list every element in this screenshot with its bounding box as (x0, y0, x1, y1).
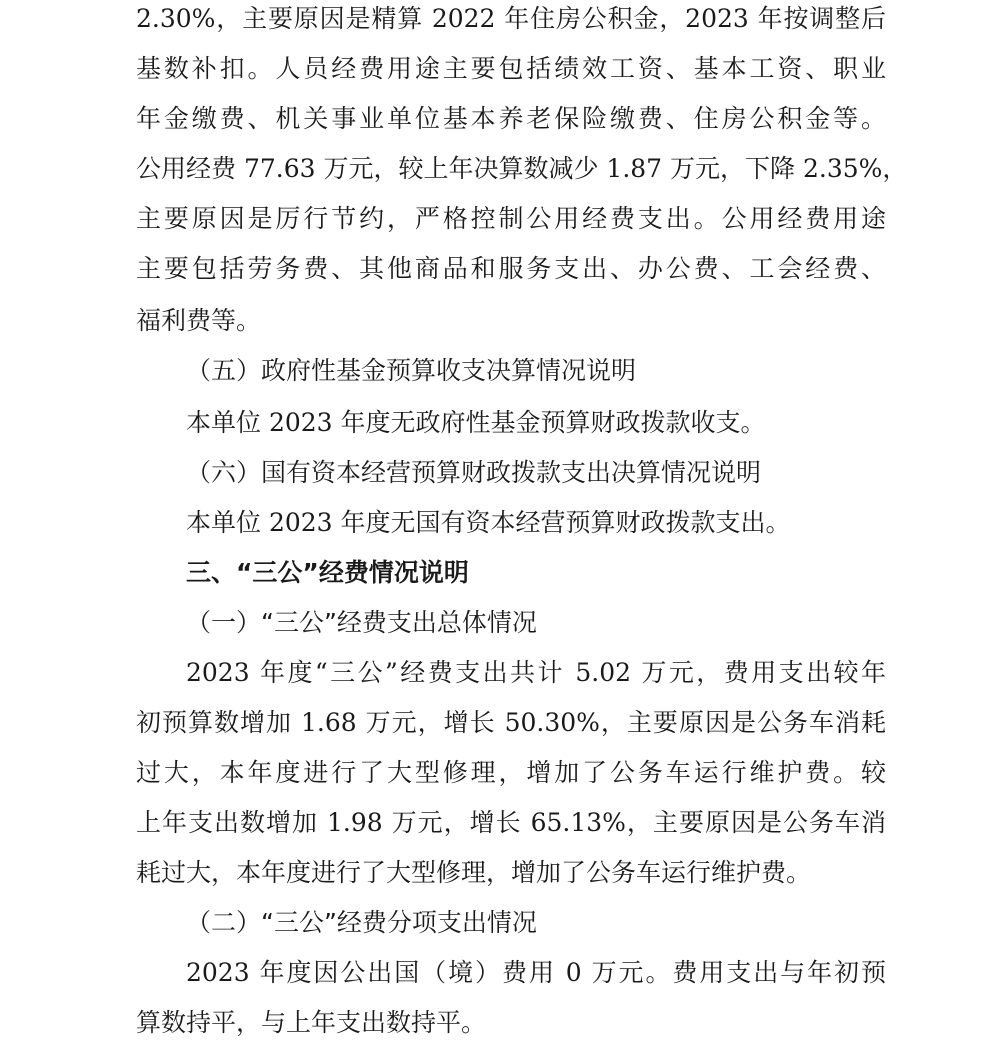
paragraph-line: 上年支出数增加 1.98 万元，增长 65.13%，主要原因是公务车消 (136, 808, 886, 837)
paragraph-line: 福利费等。 (136, 306, 262, 335)
paragraph-line: 耗过大，本年度进行了大型修理，增加了公务车运行维护费。 (136, 858, 812, 887)
paragraph-line: 初预算数增加 1.68 万元，增长 50.30%，主要原因是公务车消耗 (136, 708, 886, 737)
section-6-heading: （六）国有资本经营预算财政拨款支出决算情况说明 (186, 458, 762, 487)
sub-1-heading: （一）“三公”经费支出总体情况 (186, 608, 537, 637)
sub-2-heading: （二）“三公”经费分项支出情况 (186, 908, 537, 937)
paragraph-line: 2023 年度“三公”经费支出共计 5.02 万元，费用支出较年 (186, 658, 886, 687)
paragraph-line: 基数补扣。人员经费用途主要包括绩效工资、基本工资、职业 (136, 54, 886, 83)
paragraph-line: 年金缴费、机关事业单位基本养老保险缴费、住房公积金等。 (136, 104, 886, 133)
paragraph-line: 主要包括劳务费、其他商品和服务支出、办公费、工会经费、 (136, 254, 886, 283)
paragraph-line: 2.30%，主要原因是精算 2022 年住房公积金，2023 年按调整后 (136, 4, 886, 33)
section-5-heading: （五）政府性基金预算收支决算情况说明 (186, 356, 637, 385)
paragraph-line: 公用经费 77.63 万元，较上年决算数减少 1.87 万元，下降 2.35%， (136, 154, 908, 183)
section-6-text: 本单位 2023 年度无国有资本经营预算财政拨款支出。 (186, 508, 791, 537)
paragraph-line: 算数持平，与上年支出数持平。 (136, 1008, 487, 1037)
part-3-heading: 三、“三公”经费情况说明 (186, 558, 469, 587)
paragraph-line: 主要原因是厉行节约，严格控制公用经费支出。公用经费用途 (136, 204, 886, 233)
paragraph-line: 2023 年度因公出国（境）费用 0 万元。费用支出与年初预 (186, 958, 886, 987)
section-5-text: 本单位 2023 年度无政府性基金预算财政拨款收支。 (186, 408, 766, 437)
paragraph-line: 过大，本年度进行了大型修理，增加了公务车运行维护费。较 (136, 758, 886, 787)
